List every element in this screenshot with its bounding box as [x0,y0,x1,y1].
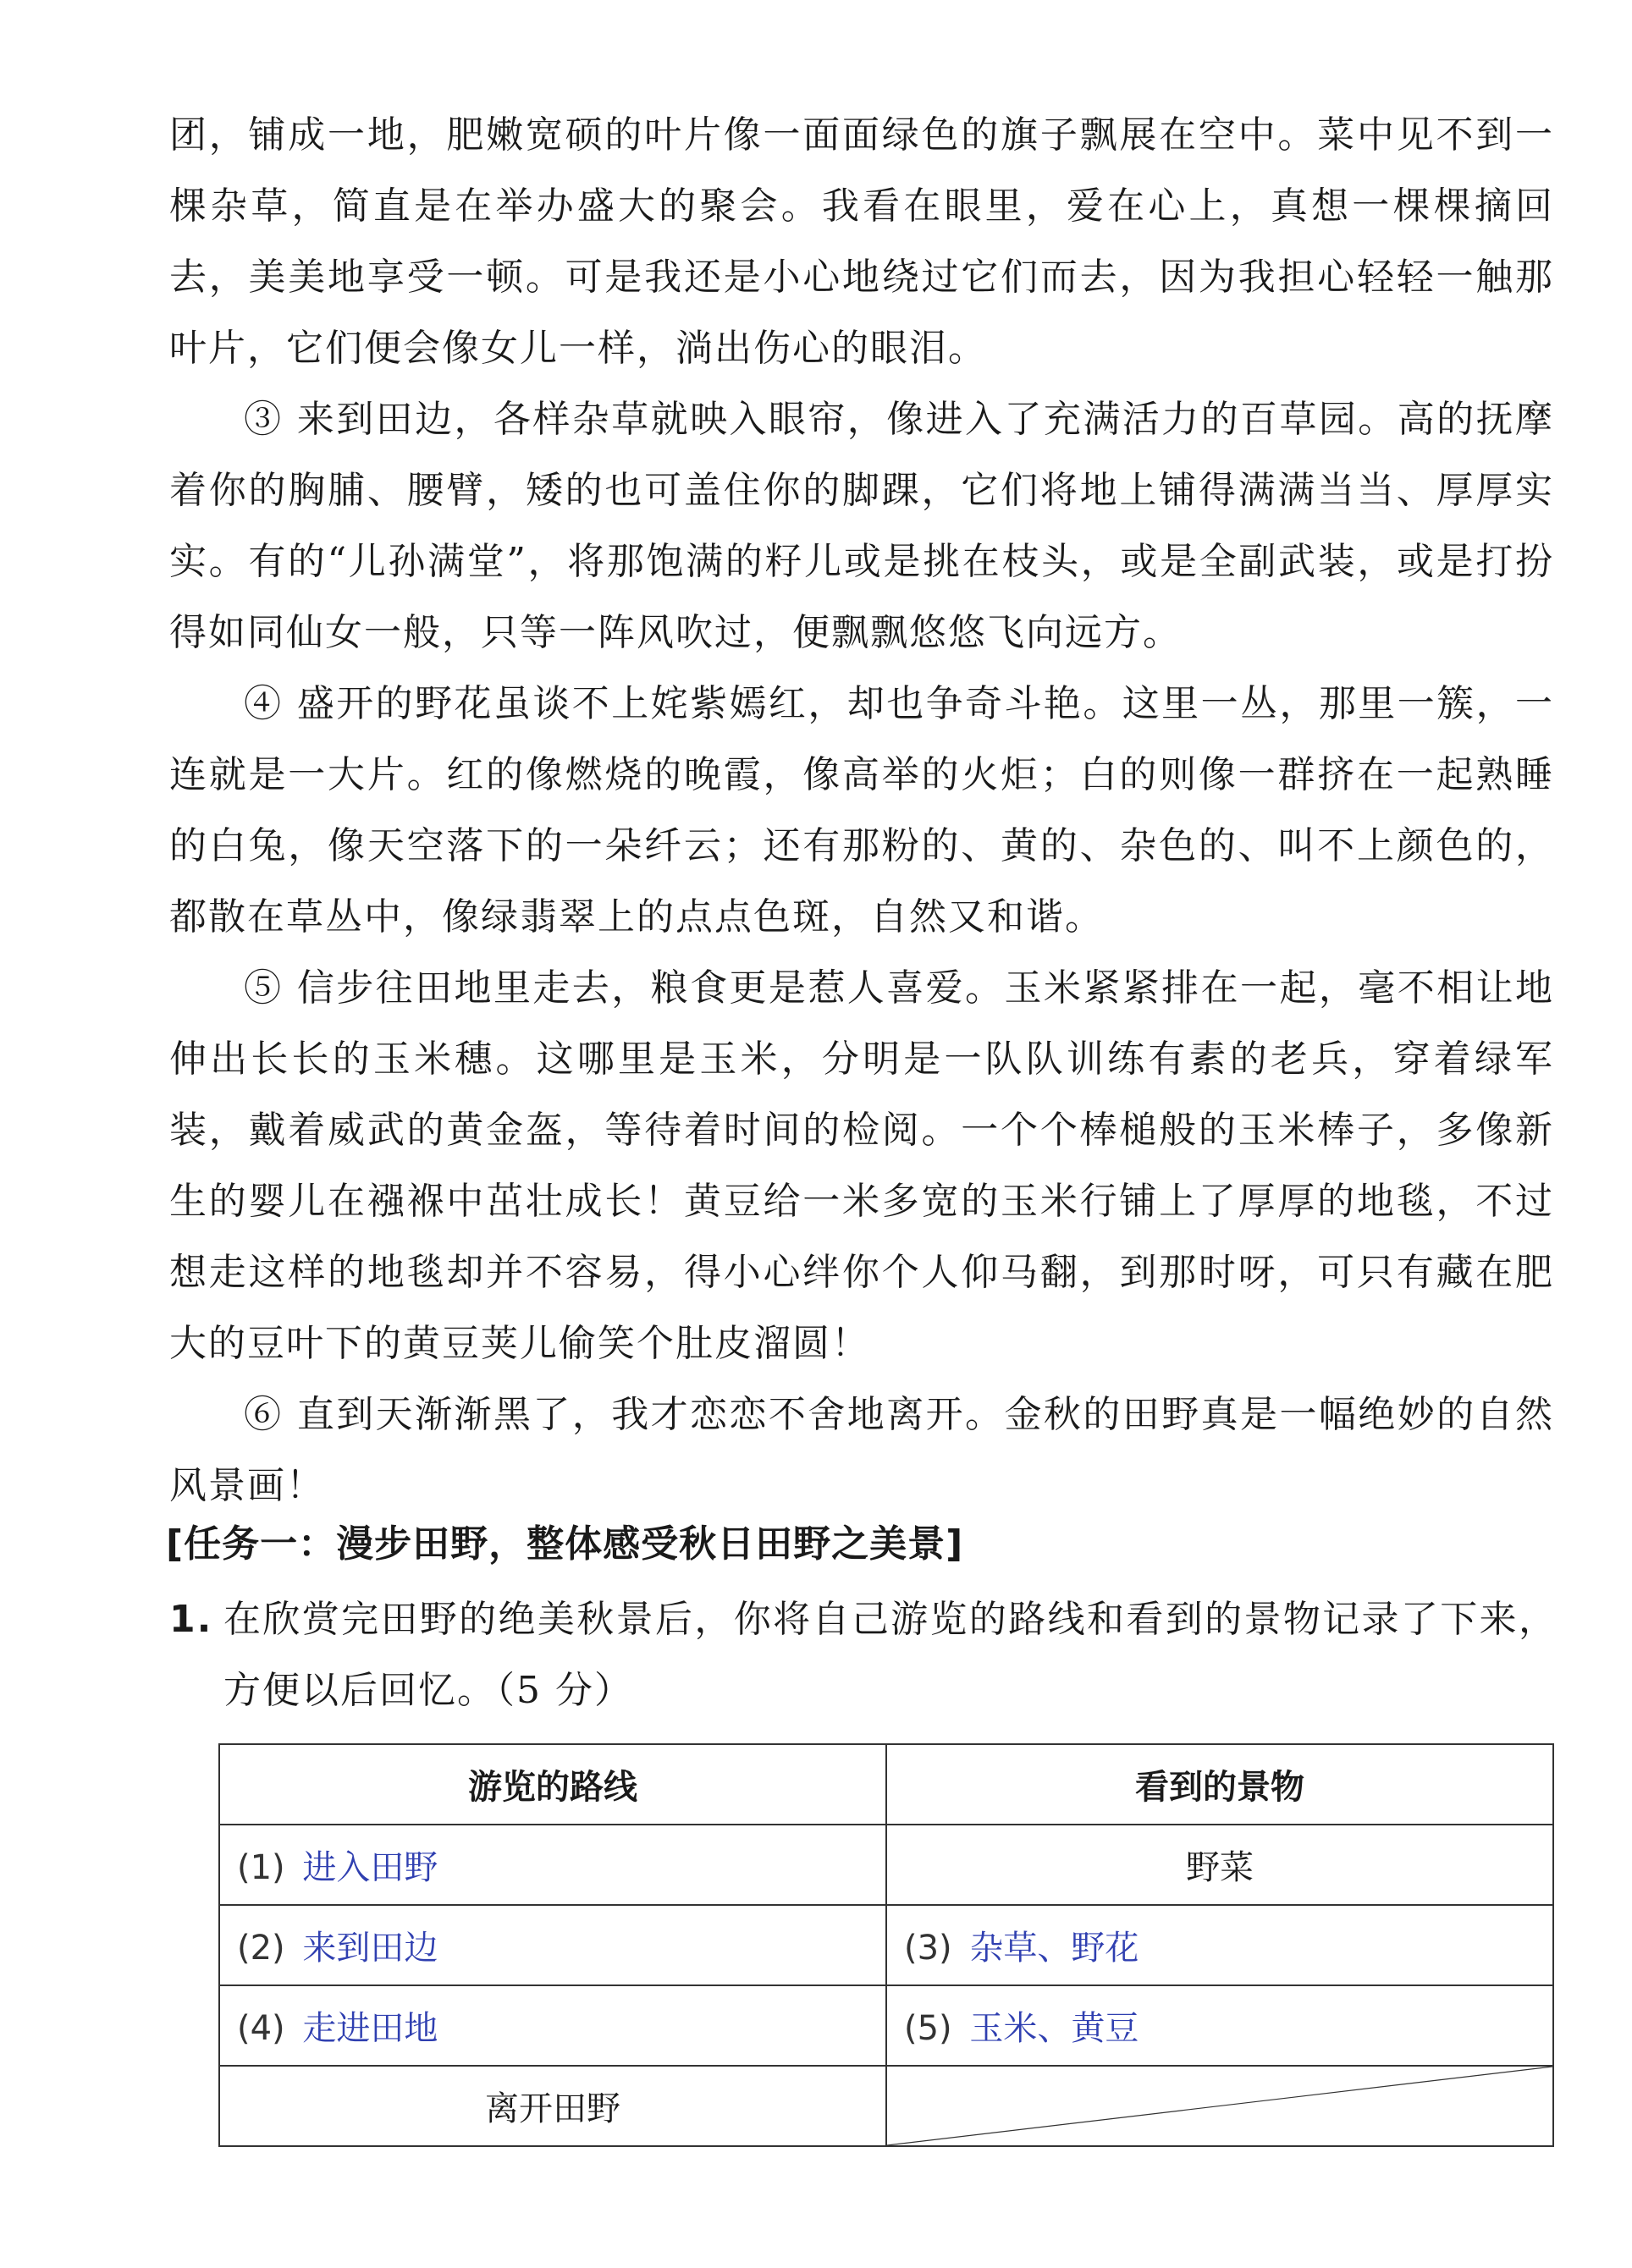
scene-answer: 玉米、黄豆 [969,2009,1139,2048]
scene-number: (5) [904,2009,952,2048]
question-text: 在欣赏完田野的绝美秋景后，你将自己游览的路线和看到的景物记录了下来，方便以后回忆。（5 分） [223,1598,1558,1712]
route-number: (2) [237,1929,285,1968]
scene-cell [886,1985,1553,2066]
table-header-row [219,1744,1553,1825]
paragraph-4: ④ 盛开的野花虽谈不上姹紫嫣红，却也争奇斗艳。这里一丛，那里一簇，一连就是一大片。红的像燃烧的晚霞，像高举的火炬；白的则像一群挤在一起熟睡的白兔，像天空落下的一朵纤云；还有那粉的、黄的、杂色的、叫不上颜色的，都散在草丛中，像绿翡翠上的点点色斑，自然又和谐。 [169,682,1554,939]
route-number: (4) [237,2009,285,2048]
scene-cell [886,1825,1553,1905]
table-row [219,2066,1553,2146]
table-row [219,1985,1553,2066]
route-scenery-table [218,1743,1554,2147]
reading-passage [169,100,1554,1522]
route-cell [219,1825,886,1905]
table-row [219,1825,1553,1905]
route-answer: 来到田边 [302,1929,438,1968]
scene-cell [886,1905,1553,1985]
diagonal-empty-cell [886,2066,1553,2146]
route-text: 离开田野 [485,2089,620,2128]
paragraph-2-continued: 团，铺成一地，肥嫩宽硕的叶片像一面面绿色的旗子飘展在空中。菜中见不到一棵杂草，简直是在举办盛大的聚会。我看在眼里，爱在心上，真想一棵棵摘回去，美美地享受一顿。可是我还是小心地绕过它们而去，因为我担心轻轻一触那叶片，它们便会像女儿一样，淌出伤心的眼泪。 [169,113,1554,370]
scene-answer: 杂草、野花 [969,1929,1139,1968]
diagonal-line [887,2067,1552,2145]
question-number: 1. [169,1598,213,1641]
paragraph-5: ⑤ 信步往田地里走去，粮食更是惹人喜爱。玉米紧紧排在一起，毫不相让地伸出长长的玉米穗。这哪里是玉米，分明是一队队训练有素的老兵，穿着绿军装，戴着威武的黄金盔，等待着时间的检阅。一个个棒槌般的玉米棒子，多像新生的婴儿在襁褓中茁壮成长！黄豆给一米多宽的玉米行铺上了厚厚的地毯，不过想走这样的地毯却并不容易，得小心绊你个人仰马翻，到那时呀，可只有藏在肥大的豆叶下的黄豆荚儿偷笑个肚皮溜圆！ [169,966,1554,1365]
task-heading: [任务一：漫步田野，整体感受秋日田野之美景] [166,1522,964,1566]
header-route: 游览的路线 [219,1744,886,1825]
route-cell [219,1905,886,1985]
scene-text: 野菜 [1186,1848,1254,1887]
route-cell [219,2066,886,2146]
route-answer: 进入田野 [302,1848,438,1887]
header-scenery: 看到的景物 [886,1744,1553,1825]
route-answer: 走进田地 [302,2009,438,2048]
question-1 [169,1584,1558,1726]
route-number: (1) [237,1848,285,1887]
paragraph-6: ⑥ 直到天渐渐黑了，我才恋恋不舍地离开。金秋的田野真是一幅绝妙的自然风景画！ [169,1393,1554,1507]
scene-number: (3) [904,1929,952,1968]
paragraph-3: ③ 来到田边，各样杂草就映入眼帘，像进入了充满活力的百草园。高的抚摩着你的胸脯、腰臂，矮的也可盖住你的脚踝，它们将地上铺得满满当当、厚厚实实。有的“儿孙满堂”，将那饱满的籽儿或是挑在枝头，或是全副武装，或是打扮得如同仙女一般，只等一阵风吹过，便飘飘悠悠飞向远方。 [169,398,1554,654]
route-cell [219,1985,886,2066]
table-row [219,1905,1553,1985]
